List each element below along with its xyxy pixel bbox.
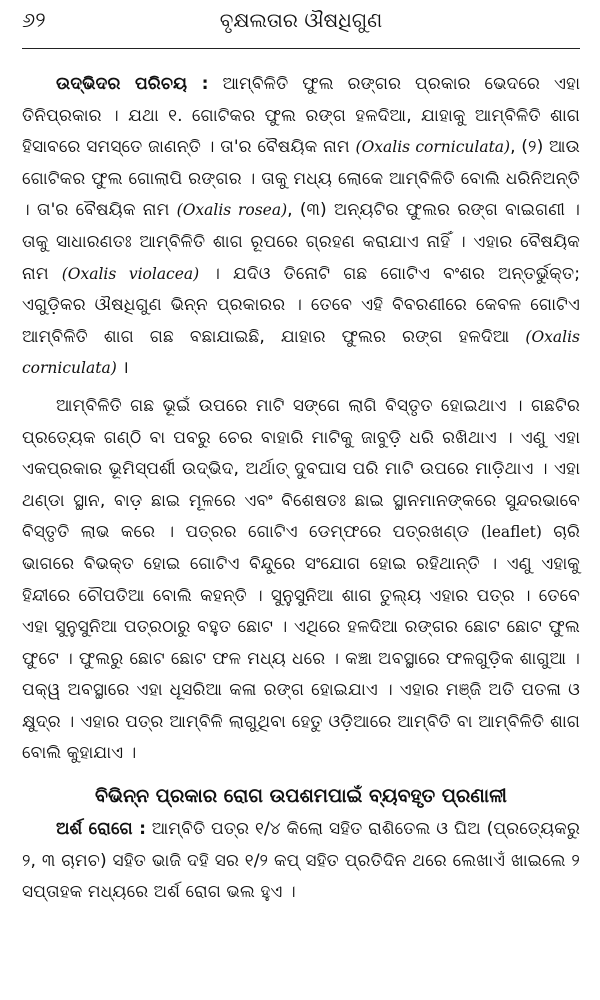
page-body xyxy=(22,69,580,909)
remedy-lead: ଅର୍ଶ ରୋଗେ : xyxy=(56,819,146,840)
latin-name-4: (Oxalis corniculata) xyxy=(22,327,580,378)
intro-text-2: , (୨) ଆଉ ଗୋଟିକର ଫୁଲ ଗୋଲାପି ରଙ୍ଗର । ତାକୁ ମଧ୍ୟ ଲୋକେ ଆମ୍ବିଳିତି ବୋଲି ଧରିନିଅନ୍ତି । ତା'ର ବୈଷୟିକ ନାମ xyxy=(22,137,580,221)
page-header xyxy=(22,8,580,49)
intro-lead: ଉଦ୍ଭିଦର ପରିଚୟ : xyxy=(56,74,209,94)
description-text-2: ଚାରି ଭାଗରେ ବିଭକ୍ତ ହୋଇ ଗୋଟିଏ ବିନ୍ଦୁରେ ସଂଯୋଗ ହୋଇ ରହିଥାନ୍ତି । ଏଣୁ ଏହାକୁ ହିନ୍ଦୀରେ ଚୌପତିଆ ବୋଲି କହନ୍ତି । ସୁନୁସୁନିଆ ଶାଗ ତୁଲ୍ୟ ଏହାର ପତ୍ର । ତେବେ ଏହା ସୁନୁସୁନିଆ ପତ୍ରଠାରୁ ବହୁତ ଛୋଟ । ଏଥିରେ ହଳଦିଆ ରଙ୍ଗର ଛୋଟ ଛୋଟ ଫୁଲ ଫୁଟେ । ଫୁଲରୁ ଛୋଟ ଛୋଟ ଫଳ ମଧ୍ୟ ଧରେ । କଞ୍ଚା ଅବସ୍ଥାରେ ଫଳଗୁଡ଼ିକ ଶାଗୁଆ । ପକ୍ୱ ଅବସ୍ଥାରେ ଏହା ଧୂସରିଆ କଳା ରଙ୍ଗ ହୋଇଯାଏ । ଏହାର ମଞ୍ଜି ଅତି ପତଳା ଓ କ୍ଷୁଦ୍ର । ଏହାର ପତ୍ର ଆମ୍ବିଳି ଲାଗୁଥିବା ହେତୁ ଓଡ଼ିଆରେ ଆମ୍ବିତି ବା ଆମ୍ବିଳିତି ଶାଗ ବୋଲି କୁହାଯାଏ । xyxy=(22,522,580,764)
running-title: ବୃକ୍ଷଲତାର ଔଷଧିଗୁଣ xyxy=(219,8,383,32)
intro-text-1: ଆମ୍ବିଳିତି ଫୁଲ ରଙ୍ଗର ପ୍ରକାର ଭେଦରେ ଏହା ତିନିପ୍ରକାର । ଯଥା ୧. ଗୋଟିକର ଫୁଲ ରଙ୍ଗ ହଳଦିଆ, ଯାହାକୁ ଆମ୍ବିଳିତି ଶାଗ ହିସାବରେ ସମସ୍ତେ ଜାଣନ୍ତି । ତା'ର ବୈଷୟିକ ନାମ xyxy=(22,74,580,158)
remedy-text: ଆମ୍ବିତି ପତ୍ର ୧/୪ କିଲୋ ସହିତ ରାଶିତେଲ ଓ ଘିଅ (ପ୍ରତ୍ୟେକରୁ ୨, ୩ ଚାମଚ) ସହିତ ଭାଜି ଦହି ସର ୧/୨ କପ୍ ସହିତ ପ୍ରତିଦିନ ଥରେ ଲେଖାଏଁ ଖାଇଲେ ୨ ସପ୍ତାହକ ମଧ୍ୟରେ ଅର୍ଶ ରୋଗ ଭଲ ହୁଏ । xyxy=(22,819,580,903)
leaflet-term: (leaflet) xyxy=(480,523,542,542)
description-paragraph xyxy=(22,391,580,770)
intro-text-4: । ଯଦିଓ ତିନୋଟି ଗଛ ଗୋଟିଏ ବଂଶର ଅନ୍ତର୍ଭୁକ୍ତ; ଏଗୁଡ଼ିକର ଔଷଧିଗୁଣ ଭିନ୍ନ ପ୍ରକାରର । ତେବେ ଏହି ବିବରଣୀରେ କେବଳ ଗୋଟିଏ ଆମ୍ବିଳିତି ଶାଗ ଗଛ ବଛାଯାଇଛି, ଯାହାର ଫୁଲର ରଙ୍ଗ ହଳଦିଆ xyxy=(22,263,581,347)
intro-text-5: । xyxy=(116,358,129,379)
latin-name-2: (Oxalis rosea) xyxy=(176,201,288,220)
section-heading: ବିଭିନ୍ନ ପ୍ରକାର ରୋଗ ଉପଶମପାଇଁ ବ୍ୟବହୃତ ପ୍ରଣାଳୀ xyxy=(95,785,507,808)
page-number: ୬୨ xyxy=(22,8,46,32)
latin-name-3: (Oxalis violacea) xyxy=(61,264,200,283)
latin-name-1: (Oxalis corniculata) xyxy=(355,138,511,157)
description-text-1: ଆମ୍ବିଳିତି ଗଛ ଭୂଇଁ ଉପରେ ମାଟି ସଙ୍ଗେ ଲାଗି ବିସ୍ତୃତ ହୋଇଥାଏ । ଗଛଟିର ପ୍ରତ୍ୟେକ ଗଣ୍ଠି ବା ପବରୁ ଚେର ବାହାରି ମାଟିକୁ ଜାବୁଡ଼ି ଧରି ରଖିଥାଏ । ଏଣୁ ଏହା ଏକପ୍ରକାର ଭୂମିସ୍ପର୍ଶୀ ଉଦ୍ଭିଦ, ଅର୍ଥାତ୍ ଦୁବଘାସ ପରି ମାଟି ଉପରେ ମାଡ଼ିଥାଏ । ଏହା ଥଣ୍ଡା ସ୍ଥାନ, ବାଡ଼ ଛାଇ ମୂଳରେ ଏବଂ ବିଶେଷତଃ ଛାଇ ସ୍ଥାନମାନଙ୍କରେ ସୁନ୍ଦରଭାବେ ବିସ୍ତୃତି ଲାଭ କରେ । ପତ୍ରର ଗୋଟିଏ ଡେମ୍ଫରେ ପତ୍ରଖଣ୍ଡ xyxy=(22,395,580,543)
remedy-paragraph xyxy=(22,814,580,909)
intro-paragraph xyxy=(22,69,580,385)
intro-text-3: , (୩) ଅନ୍ୟଟିର ଫୁଲର ରଙ୍ଗ ବାଇଗଣୀ । ତାକୁ ସାଧାରଣତଃ ଆମ୍ବିଳିତି ଶାଗ ରୂପରେ ଗ୍ରହଣ କରାଯାଏ ନାହିଁ । ଏହାର ବୈଷୟିକ ନାମ xyxy=(22,200,580,284)
